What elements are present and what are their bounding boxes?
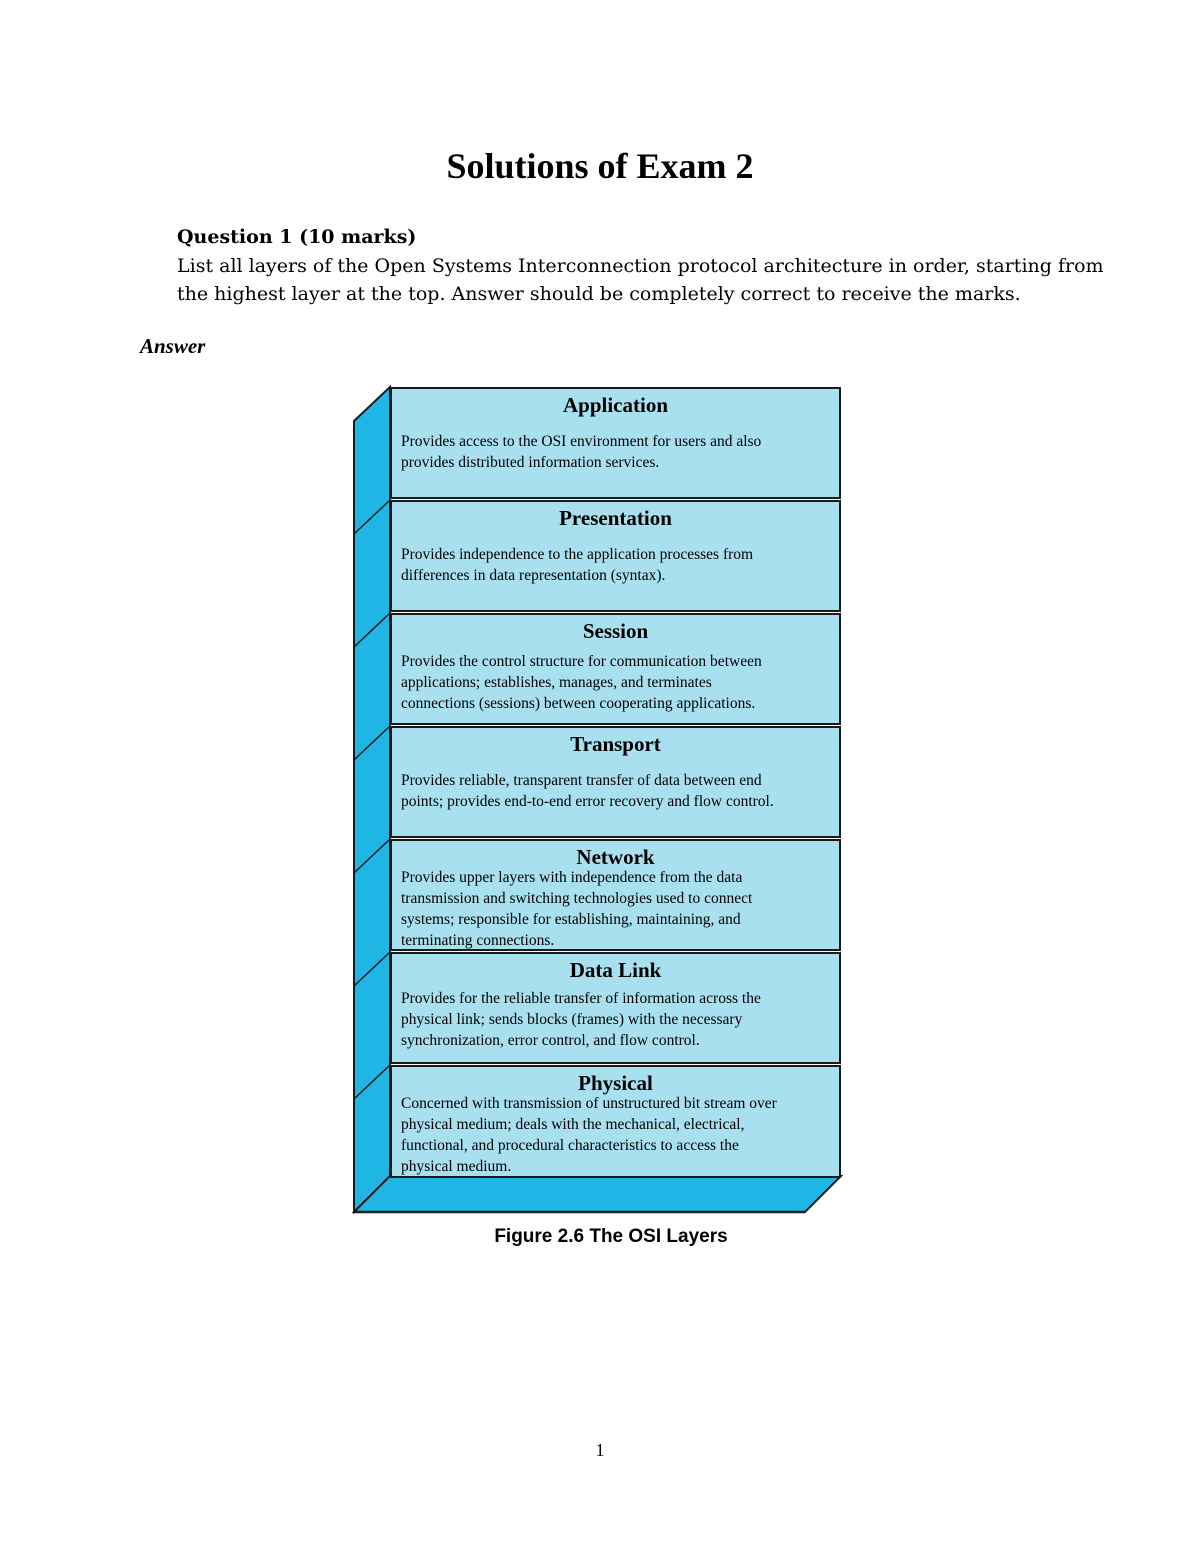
question-line: List all layers of the Open Systems Interconnection protocol architecture in order, starting from xyxy=(177,255,1104,277)
layer-desc-line: functional, and procedural characteristics to access the xyxy=(401,1137,739,1154)
layer-desc-line: transmission and switching technologies used to connect xyxy=(401,890,753,907)
osi-layer-transport xyxy=(390,726,841,838)
layer-desc-line: physical medium. xyxy=(401,1158,512,1175)
figure-caption: Figure 2.6 The OSI Layers xyxy=(494,1226,728,1247)
layer-desc-line: Concerned with transmission of unstructured bit stream over xyxy=(401,1095,777,1112)
layer-description xyxy=(401,431,831,473)
layer-desc-line: applications; establishes, manages, and terminates xyxy=(401,674,712,691)
layer-desc-line: connections (sessions) between cooperating applications. xyxy=(401,695,756,712)
layer-description xyxy=(401,1093,831,1177)
layer-desc-line: terminating connections. xyxy=(401,932,555,949)
layer-desc-line: provides distributed information services. xyxy=(401,454,660,471)
layer-description xyxy=(401,988,831,1051)
page-number: 1 xyxy=(595,1440,605,1460)
layer-title: Transport xyxy=(570,732,661,756)
layer-title: Session xyxy=(582,619,649,643)
layer-desc-line: synchronization, error control, and flow control. xyxy=(401,1032,700,1049)
layer-title: Application xyxy=(562,393,669,417)
layer-description xyxy=(401,867,831,951)
layer-description xyxy=(401,544,831,586)
layer-title: Network xyxy=(576,845,655,869)
osi-layer-application xyxy=(390,387,841,499)
osi-layer-network xyxy=(390,839,841,951)
layer-desc-line: differences in data representation (syntax). xyxy=(401,567,666,584)
layer-desc-line: Provides for the reliable transfer of information across the xyxy=(401,990,761,1007)
layer-title: Presentation xyxy=(559,506,672,530)
layer-desc-line: Provides access to the OSI environment for users and also xyxy=(401,433,762,450)
layer-desc-line: physical link; sends blocks (frames) with the necessary xyxy=(401,1011,743,1028)
layer-desc-line: systems; responsible for establishing, maintaining, and xyxy=(401,911,741,928)
layer-description xyxy=(401,770,831,812)
layer-desc-line: points; provides end-to-end error recovery and flow control. xyxy=(401,793,774,810)
question-line: the highest layer at the top. Answer should be completely correct to receive the marks. xyxy=(177,283,1021,305)
layer-desc-line: Provides reliable, transparent transfer of data between end xyxy=(401,772,762,789)
osi-layer-presentation xyxy=(390,500,841,612)
osi-layer-session xyxy=(390,613,841,725)
layer-desc-line: Provides independence to the application processes from xyxy=(401,546,754,563)
osi-layer-physical xyxy=(390,1065,841,1178)
layer-title: Data Link xyxy=(569,958,662,982)
layer-desc-line: Provides the control structure for communication between xyxy=(401,653,762,670)
answer-label: Answer xyxy=(140,334,206,358)
stack-left-face xyxy=(354,387,390,1212)
question-heading: Question 1 (10 marks) xyxy=(177,226,417,248)
stack-bottom-face xyxy=(354,1176,841,1212)
layer-desc-line: Provides upper layers with independence from the data xyxy=(401,869,743,886)
page-title: Solutions of Exam 2 xyxy=(446,146,754,186)
layer-description xyxy=(401,651,831,714)
osi-layer-data-link xyxy=(390,952,841,1064)
layer-desc-line: physical medium; deals with the mechanical, electrical, xyxy=(401,1116,745,1133)
layer-title: Physical xyxy=(578,1071,653,1095)
